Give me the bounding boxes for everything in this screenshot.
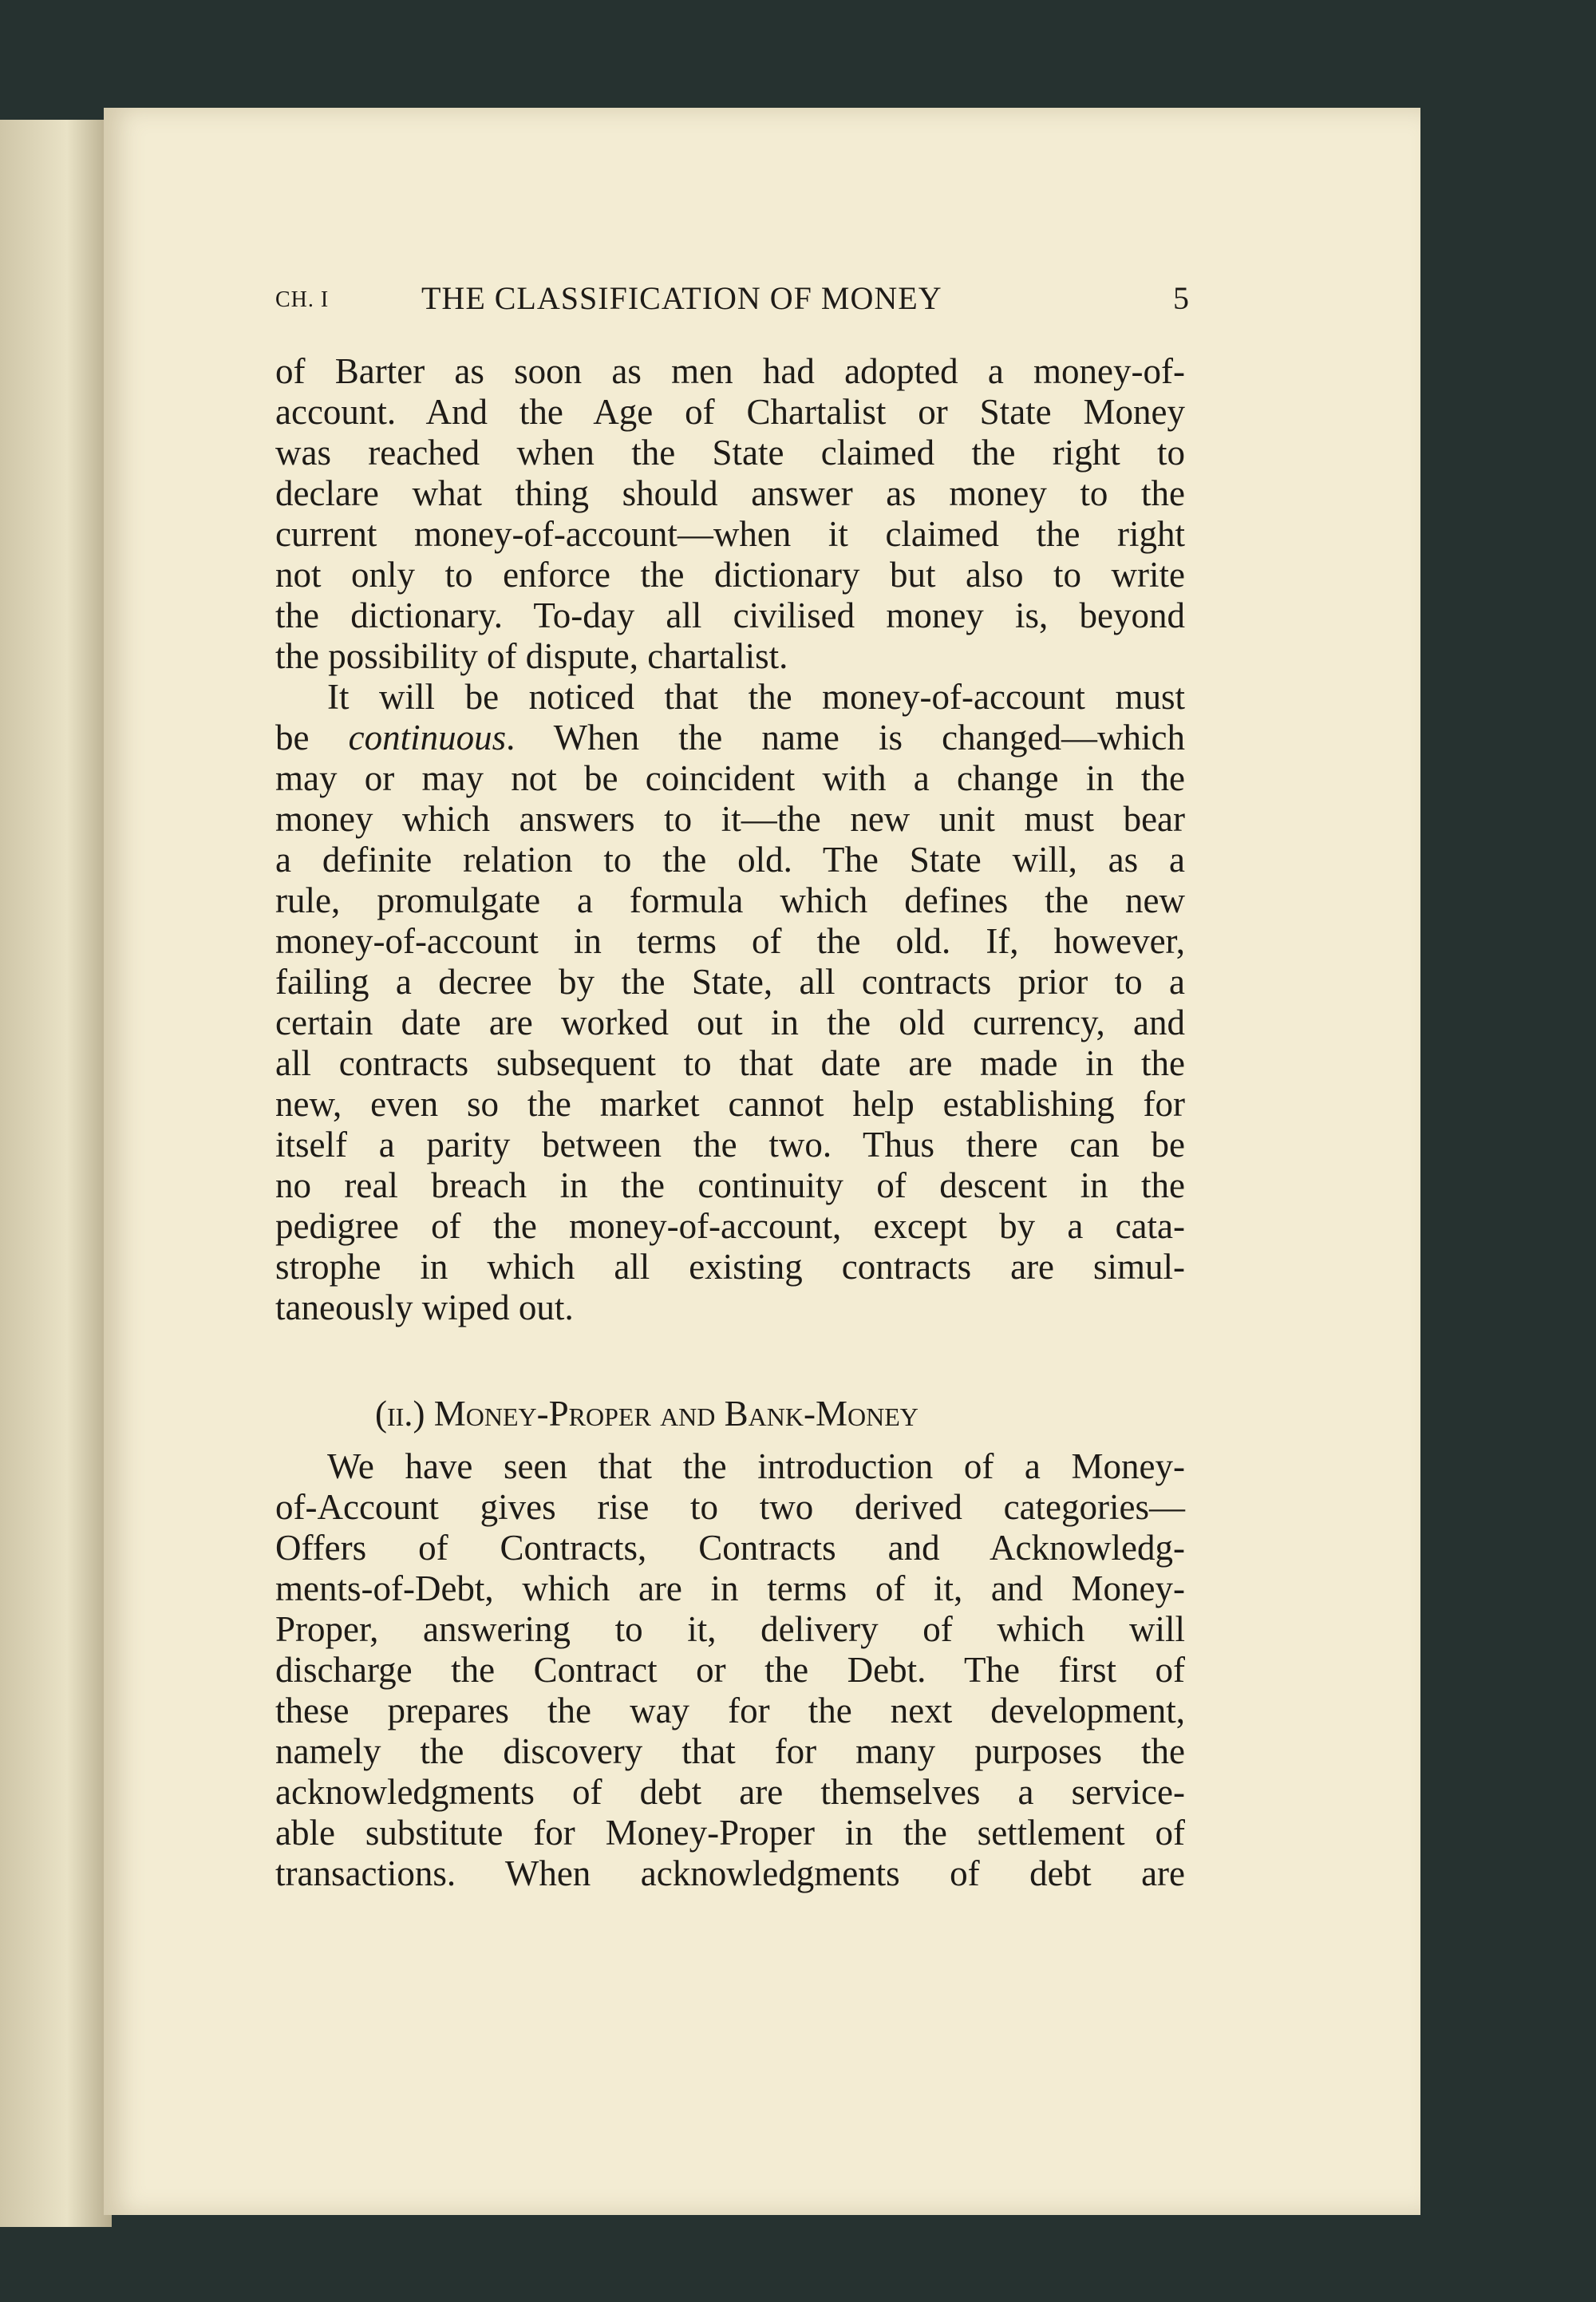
text-line: acknowledgments of debt are themselves a service- (275, 1772, 1185, 1812)
text-line: be continuous. When the name is changed—which (275, 718, 1185, 757)
body-text-2 (275, 1446, 1185, 1894)
text-line: may or may not be coincident with a change in the (275, 758, 1185, 798)
body-text-1 (275, 351, 1185, 1328)
text-line: the dictionary. To-day all civilised money is, beyond (275, 595, 1185, 635)
text-line: failing a decree by the State, all contracts prior to a (275, 962, 1185, 1002)
text-line: money which answers to it—the new unit must bear (275, 799, 1185, 839)
running-title: THE CLASSIFICATION OF MONEY (421, 280, 942, 316)
running-header (275, 279, 1189, 319)
page-number: 5 (1173, 280, 1189, 316)
text-line: not only to enforce the dictionary but also to write (275, 555, 1185, 595)
text-line: We have seen that the introduction of a Money- (327, 1446, 1185, 1486)
text-line: all contracts subsequent to that date are made in the (275, 1043, 1185, 1083)
text-line: was reached when the State claimed the right to (275, 433, 1185, 473)
text-line: a definite relation to the old. The State will, as a (275, 840, 1185, 880)
text-line: namely the discovery that for many purposes the (275, 1731, 1185, 1771)
chapter-label: CH. I (275, 287, 330, 312)
text-line: of-Account gives rise to two derived categories— (275, 1487, 1185, 1527)
text-line: account. And the Age of Chartalist or State Money (275, 392, 1185, 432)
text-line: Offers of Contracts, Contracts and Acknowledg- (275, 1528, 1185, 1568)
text-line: current money-of-account—when it claimed the right (275, 514, 1185, 554)
text-line: It will be noticed that the money-of-account must (327, 677, 1185, 717)
text-line: taneously wiped out. (275, 1287, 574, 1327)
text-line: no real breach in the continuity of descent in the (275, 1165, 1185, 1205)
text-line: pedigree of the money-of-account, except by a cata- (275, 1206, 1185, 1246)
text-line: ments-of-Debt, which are in terms of it, and Money- (275, 1568, 1185, 1608)
text-line: new, even so the market cannot help establishing for (275, 1084, 1185, 1124)
text-line: discharge the Contract or the Debt. The first of (275, 1650, 1185, 1690)
left-page-edge (0, 120, 112, 2227)
text-line: money-of-account in terms of the old. If, however, (275, 921, 1185, 961)
text-line: declare what thing should answer as money to the (275, 473, 1185, 513)
text-line: able substitute for Money-Proper in the settlement of (275, 1813, 1185, 1853)
text-line: strophe in which all existing contracts are simul- (275, 1247, 1185, 1287)
text-line: itself a parity between the two. Thus there can be (275, 1125, 1185, 1165)
text-line: these prepares the way for the next development, (275, 1691, 1185, 1730)
text-line: Proper, answering to it, delivery of which will (275, 1609, 1185, 1649)
text-line: the possibility of dispute, chartalist. (275, 636, 788, 676)
text-line: rule, promulgate a formula which defines the new (275, 880, 1185, 920)
text-line: transactions. When acknowledgments of debt are (275, 1853, 1185, 1893)
text-line: of Barter as soon as men had adopted a money-of- (275, 351, 1185, 391)
section-heading: (ii.) Money-Proper and Bank-Money (375, 1394, 918, 1434)
text-line: certain date are worked out in the old currency, and (275, 1003, 1185, 1042)
